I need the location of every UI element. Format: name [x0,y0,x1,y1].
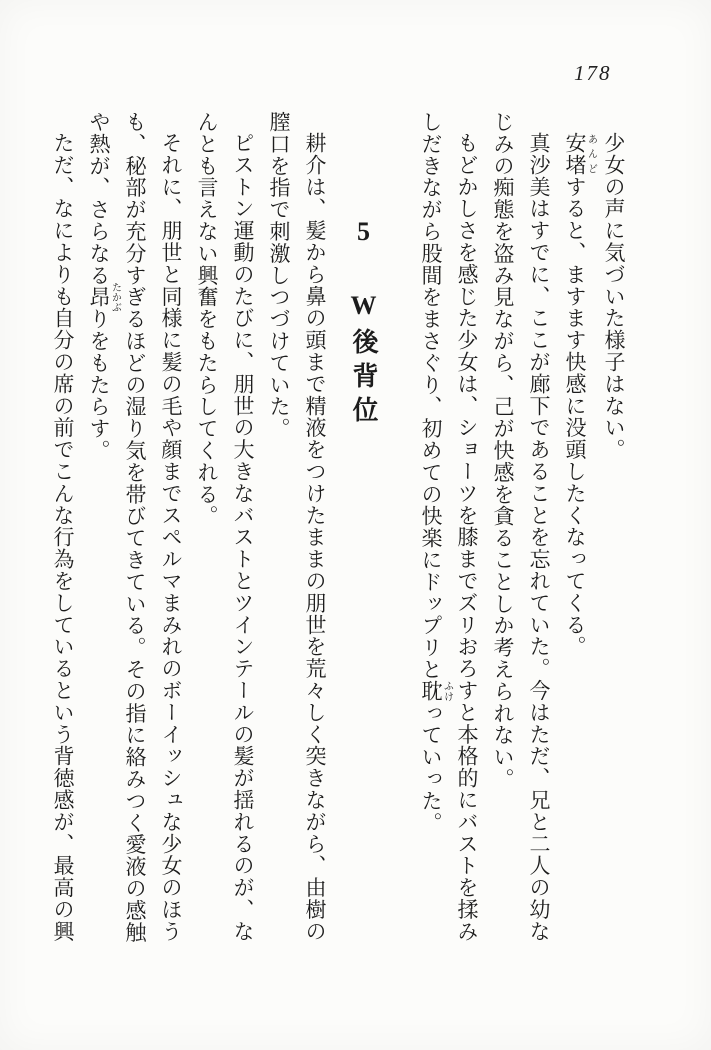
paragraph: 真沙美はすでに、ここが廊下であることを忘れていた。今はただ、兄と二人の幼なじみの痴態を盗み見ながら、己が快感を貪ることしか考えられない。 [491,111,551,943]
paragraph: それに、朋世と同様に髪の毛や顔までスペルマまみれのボーイッシュな少女のほうも、秘部が充分すぎるほどの湿り気を帯びてきている。その指に絡みつく愛液の感触や熱が、さらなる昂たかぶりをもたらす。 [87,111,183,944]
paragraph: 耕介は、髪から鼻の頭まで精液をつけたままの朋世を荒々しく突きながら、由樹の膣口を指で刺激しつづけていた。 [267,111,327,943]
section-number: 5 [349,217,378,254]
section-title: W後背位 [349,291,378,430]
paragraph: 少女の声に気づいた様子はない。 [602,132,626,461]
section-heading [343,111,383,944]
page-number: 178 [574,61,612,85]
paragraph: ただ、なによりも自分の席の前でこんな行為をしているという背徳感が、最高の興 [51,132,75,943]
text-area [45,111,632,944]
paragraph-group-before-heading [413,111,632,944]
paragraph: ピストン運動のたびに、朋世の大きなバストとツインテールの髪が揺れるのが、なんとも言えない興奮をもたらしてくれる。 [195,111,255,943]
paragraph-group-after-heading [45,111,333,944]
paragraph: 安堵あんどすると、ますます快感に没頭したくなってくる。 [563,132,597,658]
paragraph: もどかしさを感じた少女は、ショーツを膝までズリおろすと本格的にバストを揉みしだきながら股間をまさぐり、初めての快楽にドップリと耽ふけっていった。 [419,111,479,943]
